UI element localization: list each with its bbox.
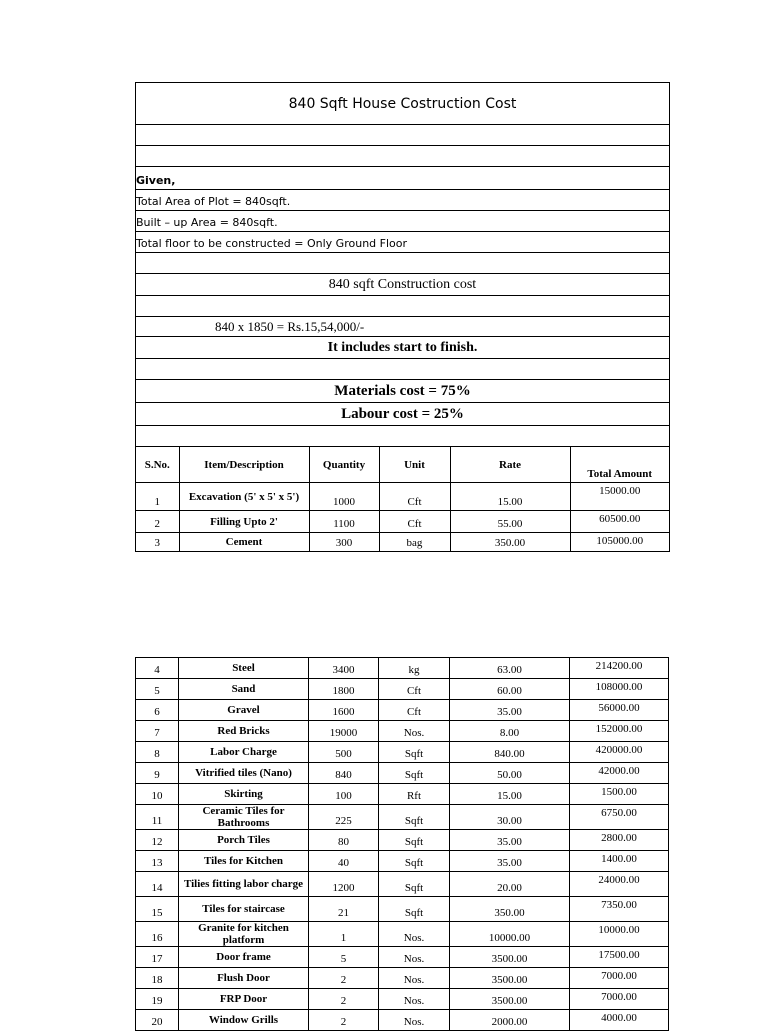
cell-sno: 13 <box>136 851 179 872</box>
cell-unit: Rft <box>379 784 450 805</box>
header-rate: Rate <box>450 447 570 483</box>
cell-unit: Nos. <box>379 989 450 1010</box>
header-total-amount: Total Amount <box>570 447 669 483</box>
cell-qty: 40 <box>309 851 379 872</box>
header-sno: S.No. <box>136 447 179 483</box>
blank-row <box>136 295 669 316</box>
table-row <box>136 968 669 989</box>
cost-calculation: 840 x 1850 = Rs.15,54,000/- <box>136 316 669 336</box>
cell-sno: 6 <box>136 700 179 721</box>
cell-total: 15000.00 <box>570 483 669 511</box>
table-row <box>136 872 669 897</box>
cell-unit: Sqft <box>379 851 450 872</box>
cell-rate: 35.00 <box>450 830 570 851</box>
cell-name: Tiles for staircase <box>179 897 309 922</box>
cell-rate: 15.00 <box>450 483 570 511</box>
cell-sno: 2 <box>136 511 179 533</box>
cell-qty: 1 <box>309 922 379 947</box>
cell-rate: 35.00 <box>450 700 570 721</box>
table-row <box>136 679 669 700</box>
cell-rate: 50.00 <box>450 763 570 784</box>
cell-name: FRP Door <box>179 989 309 1010</box>
cell-total: 108000.00 <box>570 679 669 700</box>
cell-name: Flush Door <box>179 968 309 989</box>
document-title: 840 Sqft House Costruction Cost <box>136 82 669 124</box>
table-row <box>136 805 669 830</box>
includes-note: It includes start to finish. <box>136 336 669 358</box>
cell-total: 17500.00 <box>570 947 669 968</box>
cell-rate: 350.00 <box>450 897 570 922</box>
cell-qty: 2 <box>309 989 379 1010</box>
cell-rate: 20.00 <box>450 872 570 897</box>
blank-row <box>136 145 669 166</box>
cell-qty: 21 <box>309 897 379 922</box>
header-unit: Unit <box>379 447 450 483</box>
cell-rate: 55.00 <box>450 511 570 533</box>
cell-qty: 2 <box>309 1010 379 1031</box>
table-row <box>136 989 669 1010</box>
cell-qty: 1200 <box>309 872 379 897</box>
cell-unit: Nos. <box>379 721 450 742</box>
cell-qty: 1800 <box>309 679 379 700</box>
cell-qty: 5 <box>309 947 379 968</box>
given-label: Given, <box>136 166 669 189</box>
cell-qty: 1600 <box>309 700 379 721</box>
table-row <box>136 483 669 511</box>
estimate-header-block <box>135 82 670 552</box>
table-row <box>136 922 669 947</box>
cell-name: Vitrified tiles (Nano) <box>179 763 309 784</box>
cell-total: 24000.00 <box>570 872 669 897</box>
cell-sno: 16 <box>136 922 179 947</box>
cell-qty: 19000 <box>309 721 379 742</box>
cost-table-page1 <box>136 446 669 552</box>
table-row <box>136 1010 669 1031</box>
cell-sno: 12 <box>136 830 179 851</box>
cell-qty: 3400 <box>309 658 379 679</box>
table-row <box>136 721 669 742</box>
cell-total: 7000.00 <box>570 968 669 989</box>
cell-unit: Cft <box>379 483 450 511</box>
table-row <box>136 851 669 872</box>
cell-total: 214200.00 <box>570 658 669 679</box>
cell-qty: 300 <box>309 533 379 552</box>
cell-sno: 10 <box>136 784 179 805</box>
cell-rate: 15.00 <box>450 784 570 805</box>
cell-name: Red Bricks <box>179 721 309 742</box>
cell-unit: Cft <box>379 679 450 700</box>
cost-table-page2 <box>135 657 669 1031</box>
cell-unit: bag <box>379 533 450 552</box>
cell-total: 1400.00 <box>570 851 669 872</box>
table-body-page1 <box>136 483 669 552</box>
cell-sno: 11 <box>136 805 179 830</box>
cell-sno: 19 <box>136 989 179 1010</box>
cell-name: Cement <box>179 533 309 552</box>
cell-qty: 2 <box>309 968 379 989</box>
cell-name: Steel <box>179 658 309 679</box>
cell-name: Window Grills <box>179 1010 309 1031</box>
cell-rate: 3500.00 <box>450 989 570 1010</box>
cell-name: Ceramic Tiles for Bathrooms <box>179 805 309 830</box>
blank-row <box>136 252 669 273</box>
cell-rate: 35.00 <box>450 851 570 872</box>
table-row <box>136 830 669 851</box>
blank-row <box>136 358 669 379</box>
cell-unit: Nos. <box>379 968 450 989</box>
cell-name: Porch Tiles <box>179 830 309 851</box>
cell-qty: 1100 <box>309 511 379 533</box>
cell-unit: Nos. <box>379 947 450 968</box>
table-row <box>136 511 669 533</box>
cell-sno: 7 <box>136 721 179 742</box>
cell-total: 152000.00 <box>570 721 669 742</box>
cell-unit: Nos. <box>379 922 450 947</box>
cell-sno: 9 <box>136 763 179 784</box>
cell-qty: 1000 <box>309 483 379 511</box>
cell-name: Door frame <box>179 947 309 968</box>
table-body-page2 <box>136 658 669 1031</box>
cell-name: Granite for kitchen platform <box>179 922 309 947</box>
cell-sno: 15 <box>136 897 179 922</box>
cell-total: 42000.00 <box>570 763 669 784</box>
cell-unit: Sqft <box>379 872 450 897</box>
cell-sno: 1 <box>136 483 179 511</box>
materials-cost: Materials cost = 75% <box>136 379 669 402</box>
cell-total: 1500.00 <box>570 784 669 805</box>
cell-unit: Sqft <box>379 830 450 851</box>
cell-name: Sand <box>179 679 309 700</box>
cell-qty: 80 <box>309 830 379 851</box>
cell-name: Filling Upto 2' <box>179 511 309 533</box>
cell-total: 60500.00 <box>570 511 669 533</box>
cell-total: 105000.00 <box>570 533 669 552</box>
labour-cost: Labour cost = 25% <box>136 402 669 425</box>
cell-total: 4000.00 <box>570 1010 669 1031</box>
given-line-floors: Total floor to be constructed = Only Ground Floor <box>136 231 669 252</box>
cell-rate: 63.00 <box>450 658 570 679</box>
cell-sno: 3 <box>136 533 179 552</box>
cell-unit: Cft <box>379 700 450 721</box>
cell-total: 10000.00 <box>570 922 669 947</box>
cell-rate: 60.00 <box>450 679 570 700</box>
cell-total: 6750.00 <box>570 805 669 830</box>
table-header-row <box>136 447 669 483</box>
cell-name: Tilies fitting labor charge <box>179 872 309 897</box>
cell-name: Excavation (5' x 5' x 5') <box>179 483 309 511</box>
cell-qty: 225 <box>309 805 379 830</box>
cell-name: Gravel <box>179 700 309 721</box>
cell-total: 7000.00 <box>570 989 669 1010</box>
table-row <box>136 763 669 784</box>
cell-sno: 18 <box>136 968 179 989</box>
cell-rate: 10000.00 <box>450 922 570 947</box>
cell-unit: Cft <box>379 511 450 533</box>
cell-unit: kg <box>379 658 450 679</box>
cell-qty: 840 <box>309 763 379 784</box>
table-row <box>136 784 669 805</box>
cell-name: Skirting <box>179 784 309 805</box>
cell-qty: 500 <box>309 742 379 763</box>
cell-sno: 8 <box>136 742 179 763</box>
cell-unit: Sqft <box>379 742 450 763</box>
table-row <box>136 533 669 552</box>
cell-total: 2800.00 <box>570 830 669 851</box>
cell-rate: 2000.00 <box>450 1010 570 1031</box>
blank-row <box>136 124 669 145</box>
cell-unit: Sqft <box>379 805 450 830</box>
blank-row <box>136 425 669 446</box>
table-row <box>136 658 669 679</box>
cell-total: 420000.00 <box>570 742 669 763</box>
cell-rate: 3500.00 <box>450 947 570 968</box>
cell-rate: 350.00 <box>450 533 570 552</box>
table-row <box>136 742 669 763</box>
cell-unit: Nos. <box>379 1010 450 1031</box>
cell-total: 56000.00 <box>570 700 669 721</box>
cell-sno: 4 <box>136 658 179 679</box>
cell-total: 7350.00 <box>570 897 669 922</box>
section-subtitle: 840 sqft Construction cost <box>136 273 669 295</box>
cell-rate: 840.00 <box>450 742 570 763</box>
table-row <box>136 897 669 922</box>
cell-sno: 20 <box>136 1010 179 1031</box>
table-row <box>136 947 669 968</box>
cell-sno: 17 <box>136 947 179 968</box>
cell-unit: Sqft <box>379 763 450 784</box>
given-line-builtup-area: Built – up Area = 840sqft. <box>136 210 669 231</box>
cell-sno: 5 <box>136 679 179 700</box>
cell-sno: 14 <box>136 872 179 897</box>
header-item: Item/Description <box>179 447 309 483</box>
cell-qty: 100 <box>309 784 379 805</box>
cell-rate: 30.00 <box>450 805 570 830</box>
cell-unit: Sqft <box>379 897 450 922</box>
cell-rate: 8.00 <box>450 721 570 742</box>
cell-name: Labor Charge <box>179 742 309 763</box>
given-line-plot-area: Total Area of Plot = 840sqft. <box>136 189 669 210</box>
table-row <box>136 700 669 721</box>
estimate-continued-block <box>135 657 668 1031</box>
cell-rate: 3500.00 <box>450 968 570 989</box>
cell-name: Tiles for Kitchen <box>179 851 309 872</box>
header-quantity: Quantity <box>309 447 379 483</box>
